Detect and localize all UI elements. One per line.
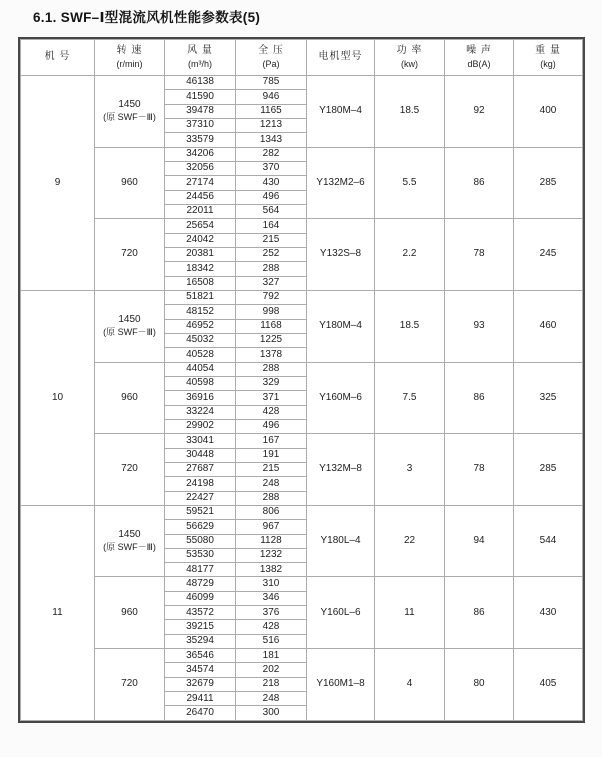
column-header-0 — [21, 40, 95, 76]
machine-no-cell: 9 — [21, 76, 95, 291]
power-cell: 5.5 — [375, 147, 445, 219]
noise-cell: 94 — [445, 505, 514, 577]
fan-performance-table — [20, 39, 583, 721]
pressure-cell: 1225 — [236, 333, 307, 347]
pressure-cell: 792 — [236, 290, 307, 304]
flow-cell: 32056 — [165, 161, 236, 175]
speed-value: 960 — [121, 391, 138, 403]
flow-cell: 51821 — [165, 290, 236, 304]
speed-cell — [95, 76, 165, 148]
speed-cell — [95, 434, 165, 506]
flow-cell: 40528 — [165, 348, 236, 362]
table-row — [21, 649, 583, 663]
table-row — [21, 434, 583, 448]
speed-cell — [95, 290, 165, 362]
flow-cell: 34206 — [165, 147, 236, 161]
pressure-cell: 202 — [236, 663, 307, 677]
column-header-unit: dB(A) — [467, 58, 491, 69]
pressure-cell: 1343 — [236, 133, 307, 147]
weight-cell: 430 — [514, 577, 583, 649]
speed-value: 720 — [121, 248, 138, 260]
motor-cell: Y132S–8 — [307, 219, 375, 291]
pressure-cell: 288 — [236, 491, 307, 505]
column-header-1 — [95, 40, 165, 76]
noise-cell: 86 — [445, 362, 514, 434]
flow-cell: 35294 — [165, 634, 236, 648]
flow-cell: 41590 — [165, 90, 236, 104]
speed-value: 1450 — [118, 313, 141, 325]
flow-cell: 34574 — [165, 663, 236, 677]
flow-cell: 27687 — [165, 462, 236, 476]
column-header-6 — [445, 40, 514, 76]
speed-cell — [95, 649, 165, 721]
flow-cell: 46099 — [165, 591, 236, 605]
flow-cell: 40598 — [165, 376, 236, 390]
pressure-cell: 1213 — [236, 118, 307, 132]
flow-cell: 26470 — [165, 706, 236, 720]
power-cell: 3 — [375, 434, 445, 506]
power-cell: 18.5 — [375, 76, 445, 148]
column-header-unit: (kg) — [540, 58, 556, 69]
pressure-cell: 1382 — [236, 563, 307, 577]
column-header-4 — [307, 40, 375, 76]
motor-cell: Y180M–4 — [307, 290, 375, 362]
pressure-cell: 967 — [236, 520, 307, 534]
pressure-cell: 248 — [236, 477, 307, 491]
column-header-title: 机 号 — [44, 51, 71, 63]
weight-cell: 405 — [514, 649, 583, 721]
table-row — [21, 577, 583, 591]
speed-value: 720 — [121, 678, 138, 690]
speed-note: (原 SWF－Ⅲ) — [103, 112, 156, 123]
flow-cell: 55080 — [165, 534, 236, 548]
column-header-title: 功 率 — [396, 45, 423, 57]
pressure-cell: 310 — [236, 577, 307, 591]
column-header-5 — [375, 40, 445, 76]
pressure-cell: 496 — [236, 419, 307, 433]
flow-cell: 48152 — [165, 305, 236, 319]
column-header-title: 全 压 — [258, 45, 284, 57]
pressure-cell: 370 — [236, 161, 307, 175]
speed-value: 1450 — [118, 98, 141, 110]
machine-no-cell: 10 — [21, 290, 95, 505]
flow-cell: 29411 — [165, 692, 236, 706]
noise-cell: 93 — [445, 290, 514, 362]
flow-cell: 37310 — [165, 118, 236, 132]
noise-cell: 92 — [445, 76, 514, 148]
pressure-cell: 218 — [236, 677, 307, 691]
pressure-cell: 371 — [236, 391, 307, 405]
flow-cell: 39215 — [165, 620, 236, 634]
flow-cell: 53530 — [165, 548, 236, 562]
table-row — [21, 219, 583, 233]
flow-cell: 36916 — [165, 391, 236, 405]
flow-cell: 33579 — [165, 133, 236, 147]
noise-cell: 86 — [445, 577, 514, 649]
power-cell: 11 — [375, 577, 445, 649]
pressure-cell: 1165 — [236, 104, 307, 118]
column-header-unit: (Pa) — [262, 58, 280, 69]
pressure-cell: 806 — [236, 505, 307, 519]
power-cell: 7.5 — [375, 362, 445, 434]
speed-value: 960 — [121, 176, 138, 188]
noise-cell: 80 — [445, 649, 514, 721]
pressure-cell: 252 — [236, 247, 307, 261]
flow-cell: 27174 — [165, 176, 236, 190]
table-row — [21, 290, 583, 304]
column-header-unit: (kw) — [401, 58, 418, 69]
flow-cell: 44054 — [165, 362, 236, 376]
fan-performance-table-frame — [18, 37, 585, 723]
pressure-cell: 248 — [236, 692, 307, 706]
speed-note: (原 SWF－Ⅲ) — [103, 327, 156, 338]
weight-cell: 325 — [514, 362, 583, 434]
flow-cell: 39478 — [165, 104, 236, 118]
weight-cell: 400 — [514, 76, 583, 148]
flow-cell: 48729 — [165, 577, 236, 591]
speed-value: 1450 — [118, 528, 141, 540]
column-header-3 — [236, 40, 307, 76]
table-header — [21, 40, 583, 76]
column-header-title: 重 量 — [535, 45, 561, 57]
flow-cell: 20381 — [165, 247, 236, 261]
pressure-cell: 346 — [236, 591, 307, 605]
weight-cell: 285 — [514, 434, 583, 506]
pressure-cell: 785 — [236, 76, 307, 90]
speed-cell — [95, 577, 165, 649]
page-title: 6.1. SWF–Ⅰ型混流风机性能参数表(5) — [33, 10, 261, 25]
flow-cell: 24456 — [165, 190, 236, 204]
pressure-cell: 998 — [236, 305, 307, 319]
pressure-cell: 282 — [236, 147, 307, 161]
flow-cell: 30448 — [165, 448, 236, 462]
flow-cell: 29902 — [165, 419, 236, 433]
table-row — [21, 76, 583, 90]
flow-cell: 24042 — [165, 233, 236, 247]
pressure-cell: 288 — [236, 262, 307, 276]
flow-cell: 43572 — [165, 606, 236, 620]
pressure-cell: 329 — [236, 376, 307, 390]
pressure-cell: 428 — [236, 620, 307, 634]
speed-cell — [95, 147, 165, 219]
pressure-cell: 430 — [236, 176, 307, 190]
column-header-7 — [514, 40, 583, 76]
flow-cell: 25654 — [165, 219, 236, 233]
pressure-cell: 1128 — [236, 534, 307, 548]
table-row — [21, 505, 583, 519]
weight-cell: 460 — [514, 290, 583, 362]
pressure-cell: 164 — [236, 219, 307, 233]
speed-cell — [95, 219, 165, 291]
flow-cell: 33041 — [165, 434, 236, 448]
flow-cell: 56629 — [165, 520, 236, 534]
flow-cell: 46138 — [165, 76, 236, 90]
motor-cell: Y180M–4 — [307, 76, 375, 148]
flow-cell: 48177 — [165, 563, 236, 577]
column-header-title: 转 速 — [116, 45, 143, 57]
flow-cell: 59521 — [165, 505, 236, 519]
speed-value: 960 — [121, 606, 138, 618]
speed-cell — [95, 362, 165, 434]
column-header-title: 风 量 — [187, 45, 213, 57]
pressure-cell: 191 — [236, 448, 307, 462]
motor-cell: Y160M–6 — [307, 362, 375, 434]
noise-cell: 86 — [445, 147, 514, 219]
pressure-cell: 1378 — [236, 348, 307, 362]
column-header-unit: (r/min) — [116, 58, 143, 69]
power-cell: 2.2 — [375, 219, 445, 291]
table-row — [21, 147, 583, 161]
motor-cell: Y180L–4 — [307, 505, 375, 577]
flow-cell: 24198 — [165, 477, 236, 491]
power-cell: 22 — [375, 505, 445, 577]
flow-cell: 46952 — [165, 319, 236, 333]
motor-cell: Y132M–8 — [307, 434, 375, 506]
power-cell: 18.5 — [375, 290, 445, 362]
pressure-cell: 181 — [236, 649, 307, 663]
motor-cell: Y132M2–6 — [307, 147, 375, 219]
flow-cell: 32679 — [165, 677, 236, 691]
pressure-cell: 564 — [236, 204, 307, 218]
speed-value: 720 — [121, 463, 138, 475]
table-body — [21, 76, 583, 721]
pressure-cell: 215 — [236, 233, 307, 247]
pressure-cell: 1232 — [236, 548, 307, 562]
table-row — [21, 362, 583, 376]
pressure-cell: 516 — [236, 634, 307, 648]
column-header-title: 电机型号 — [318, 51, 363, 63]
speed-cell — [95, 505, 165, 577]
weight-cell: 544 — [514, 505, 583, 577]
pressure-cell: 1168 — [236, 319, 307, 333]
pressure-cell: 946 — [236, 90, 307, 104]
pressure-cell: 215 — [236, 462, 307, 476]
column-header-unit: (m³/h) — [188, 58, 212, 69]
speed-note: (原 SWF－Ⅲ) — [103, 542, 156, 553]
noise-cell: 78 — [445, 434, 514, 506]
pressure-cell: 496 — [236, 190, 307, 204]
pressure-cell: 327 — [236, 276, 307, 290]
flow-cell: 18342 — [165, 262, 236, 276]
motor-cell: Y160M1–8 — [307, 649, 375, 721]
pressure-cell: 300 — [236, 706, 307, 720]
header-row — [21, 40, 583, 76]
pressure-cell: 428 — [236, 405, 307, 419]
power-cell: 4 — [375, 649, 445, 721]
flow-cell: 16508 — [165, 276, 236, 290]
flow-cell: 22427 — [165, 491, 236, 505]
pressure-cell: 376 — [236, 606, 307, 620]
flow-cell: 36546 — [165, 649, 236, 663]
flow-cell: 33224 — [165, 405, 236, 419]
weight-cell: 245 — [514, 219, 583, 291]
column-header-2 — [165, 40, 236, 76]
flow-cell: 22011 — [165, 204, 236, 218]
motor-cell: Y160L–6 — [307, 577, 375, 649]
flow-cell: 45032 — [165, 333, 236, 347]
machine-no-cell: 11 — [21, 505, 95, 720]
pressure-cell: 288 — [236, 362, 307, 376]
pressure-cell: 167 — [236, 434, 307, 448]
weight-cell: 285 — [514, 147, 583, 219]
noise-cell: 78 — [445, 219, 514, 291]
column-header-title: 噪 声 — [466, 45, 492, 57]
